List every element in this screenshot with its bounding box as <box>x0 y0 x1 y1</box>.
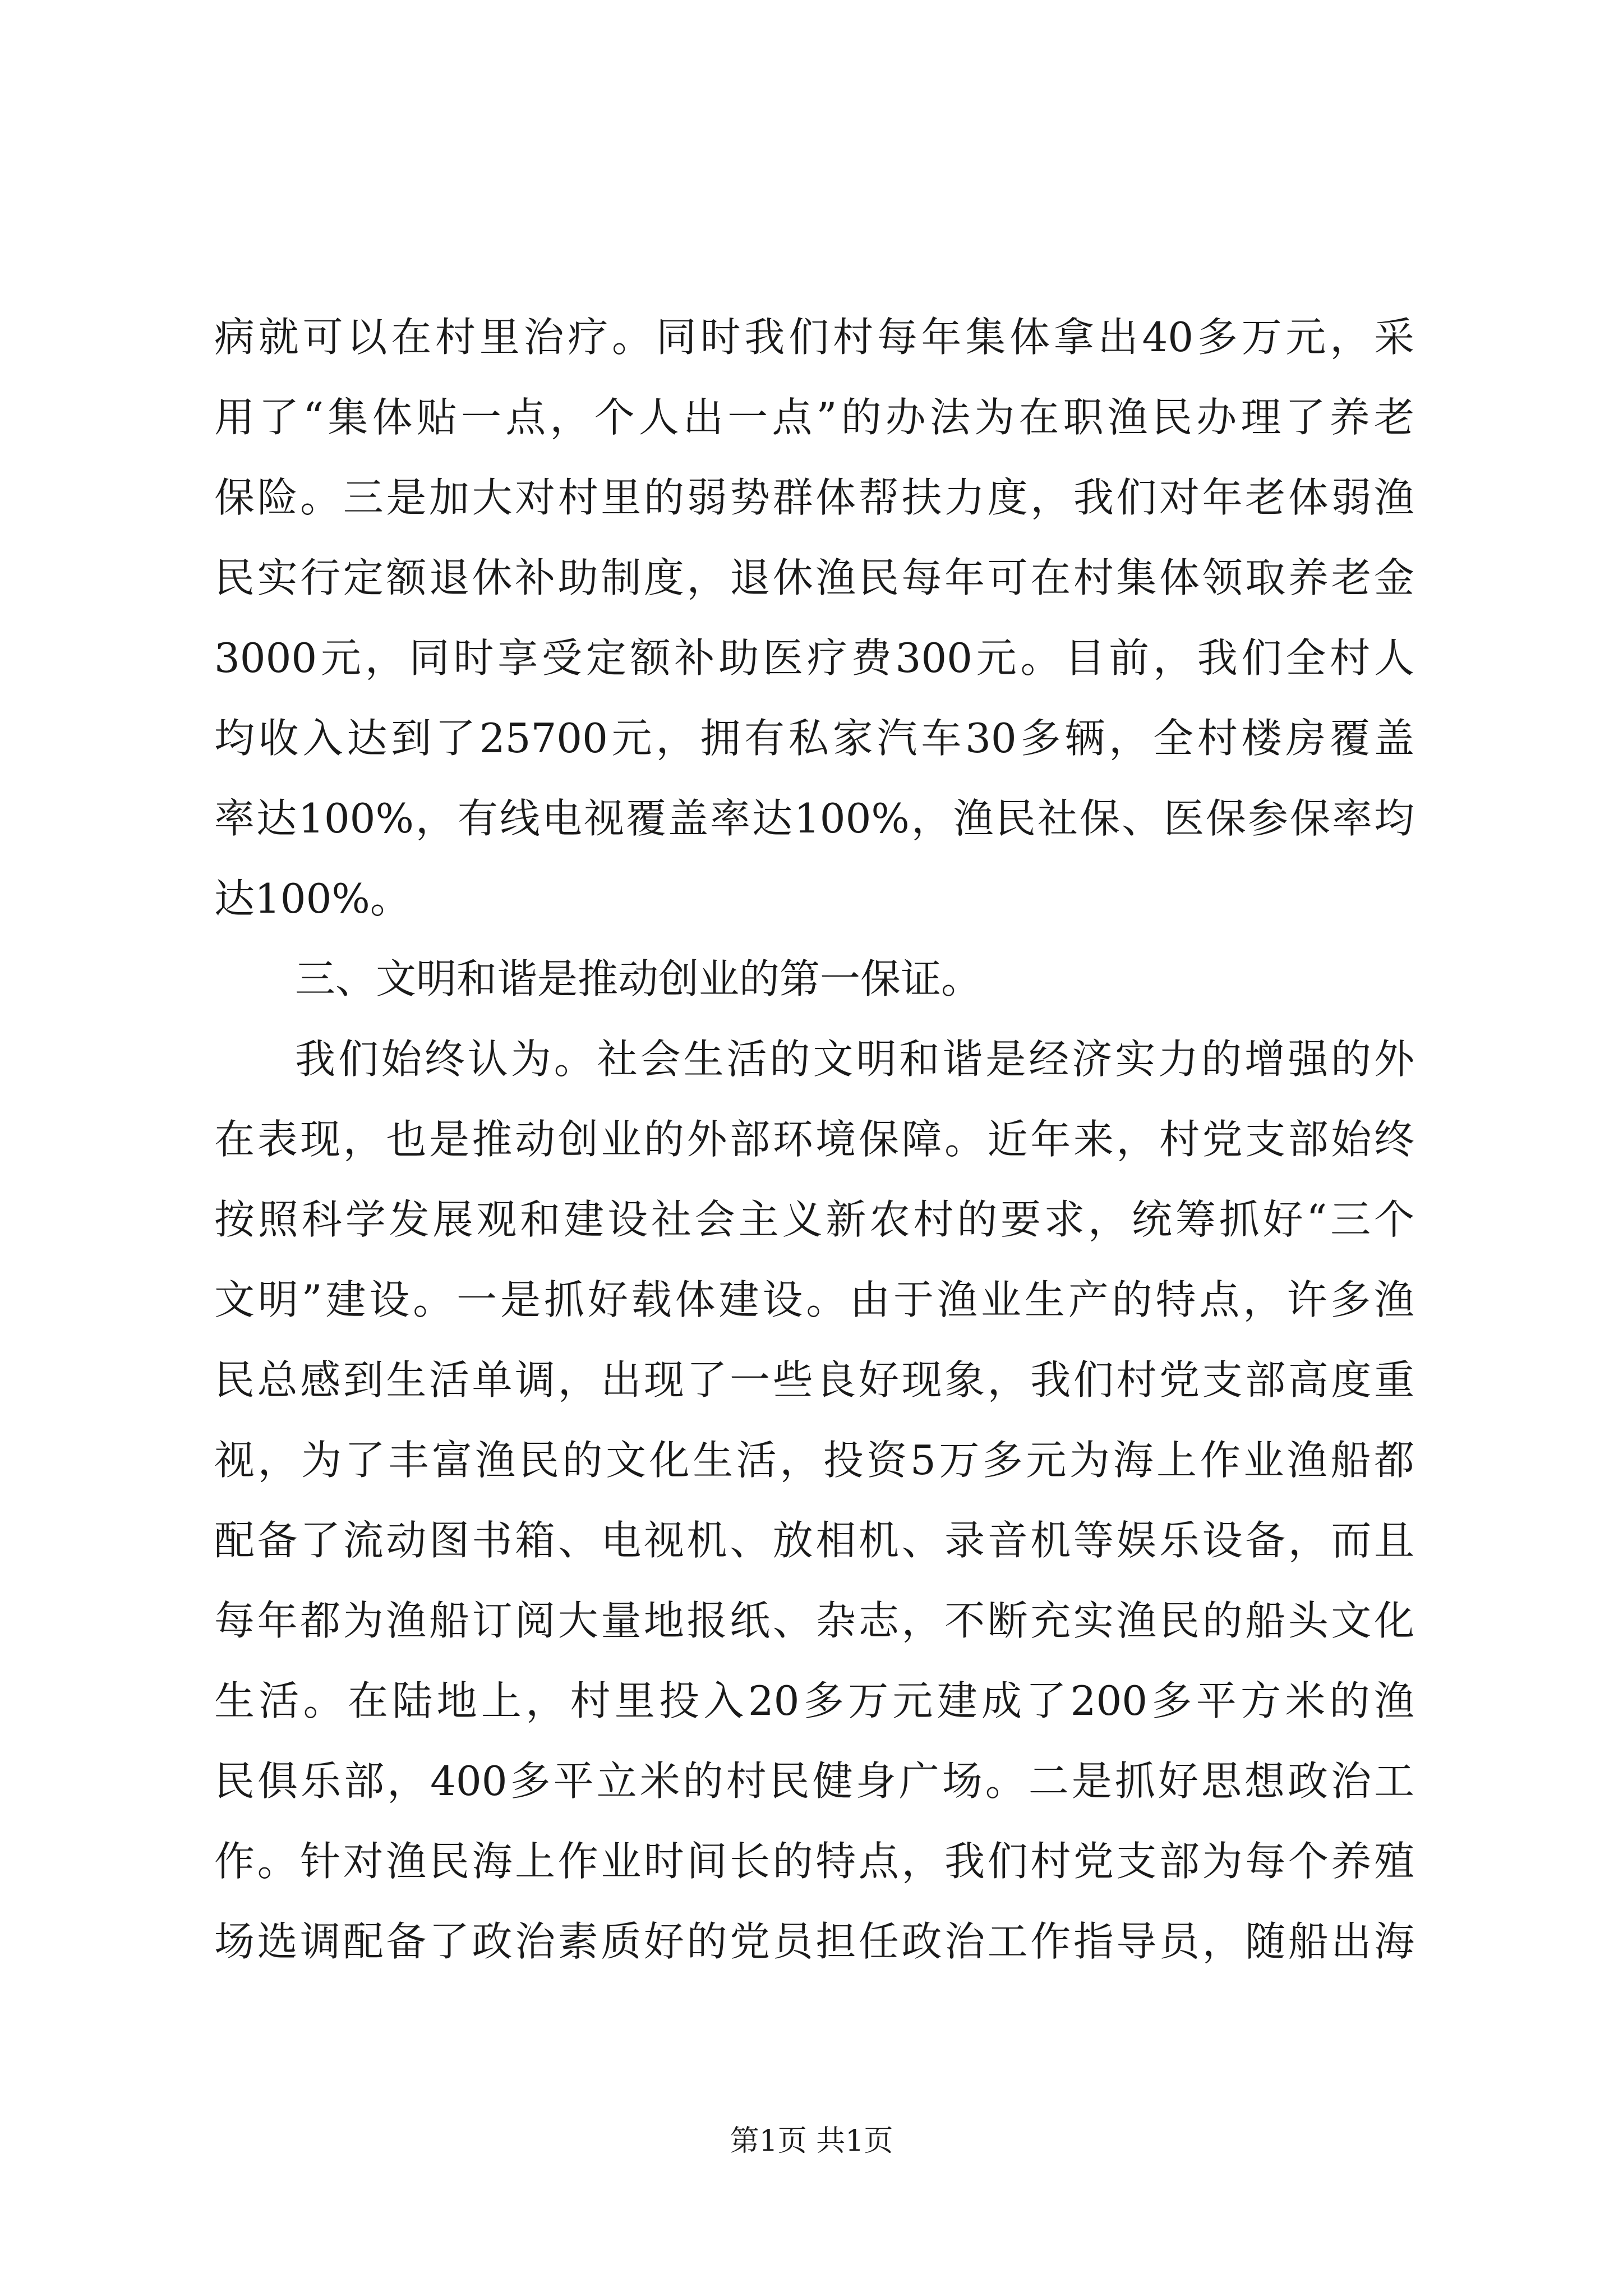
page-number-label: 第1页 共1页 <box>730 2124 893 2158</box>
text-line: 生活。在陆地上，村里投入20多万元建成了200多平方米的渔 <box>214 1677 1414 1724</box>
text-line: 达100%。 <box>214 875 411 922</box>
text-line: 用了“集体贴一点，个人出一点”的办法为在职渔民办理了养老 <box>214 394 1414 441</box>
text-line: 民总感到生活单调，出现了一些良好现象，我们村党支部高度重 <box>214 1356 1414 1404</box>
text-line: 病就可以在村里治疗。同时我们村每年集体拿出40多万元，采 <box>214 314 1414 361</box>
text-line: 在表现，也是推动创业的外部环境保障。近年来，村党支部始终 <box>214 1116 1414 1163</box>
text-line: 文明”建设。一是抓好载体建设。由于渔业生产的特点，许多渔 <box>214 1276 1414 1323</box>
page-footer <box>0 2117 1623 2159</box>
text-line: 率达100%，有线电视覆盖率达100%，渔民社保、医保参保率均 <box>214 795 1414 842</box>
text-line: 配备了流动图书箱、电视机、放相机、录音机等娱乐设备，而且 <box>214 1517 1414 1564</box>
text-line: 保险。三是加大对村里的弱势群体帮扶力度，我们对年老体弱渔 <box>214 474 1414 521</box>
text-line: 作。针对渔民海上作业时间长的特点，我们村党支部为每个养殖 <box>214 1838 1414 1885</box>
text-line: 民俱乐部，400多平立米的村民健身广场。二是抓好思想政治工 <box>214 1757 1414 1805</box>
text-line: 3000元，同时享受定额补助医疗费300元。目前，我们全村人 <box>214 634 1414 682</box>
text-line: 视，为了丰富渔民的文化生活，投资5万多元为海上作业渔船都 <box>214 1437 1414 1484</box>
text-line: 按照科学发展观和建设社会主义新农村的要求，统筹抓好“三个 <box>214 1196 1414 1243</box>
text-line: 均收入达到了25700元，拥有私家汽车30多辆，全村楼房覆盖 <box>214 715 1414 762</box>
text-line: 每年都为渔船订阅大量地报纸、杂志，不断充实渔民的船头文化 <box>214 1597 1414 1644</box>
document-body <box>214 297 1414 1982</box>
text-line: 我们始终认为。社会生活的文明和谐是经济实力的增强的外 <box>295 1036 1414 1083</box>
text-line: 民实行定额退休补助制度，退休渔民每年可在村集体领取养老金 <box>214 554 1414 601</box>
section-heading: 三、文明和谐是推动创业的第一保证。 <box>295 955 982 1002</box>
text-line: 场选调配备了政治素质好的党员担任政治工作指导员，随船出海 <box>214 1918 1414 1965</box>
